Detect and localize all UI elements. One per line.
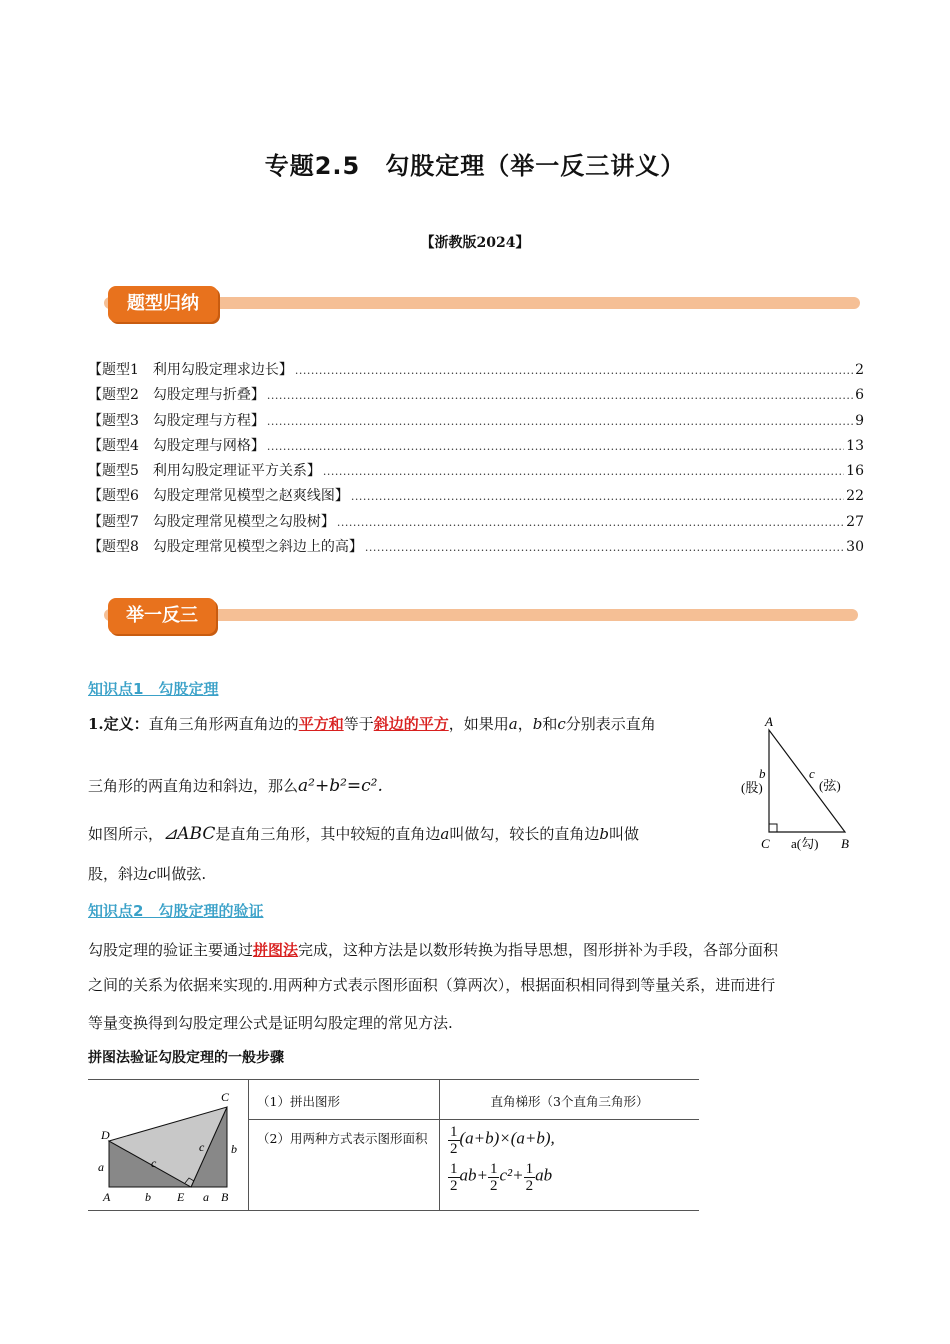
kp1-figure-description-end: 股，斜边c叫做弦. [88,865,207,883]
kp1-figure-description: 如图所示，⊿ABC是直角三角形，其中较短的直角边a叫做勾，较长的直角边b叫做 [88,824,639,844]
vertex-c-label: C [761,836,770,851]
side-b-label: b [759,766,766,781]
kp2-paragraph-line3: 等量变换得到勾股定理公式是证明勾股定理的常见方法. [88,1014,453,1032]
toc-item[interactable]: 【题型5 利用勾股定理证平方关系】 ..... 16 [88,459,864,484]
toc-item[interactable]: 【题型3 勾股定理与方程】 ..... 9 [88,409,864,434]
pythagorean-formula: a²+b²=c². [298,776,383,796]
page-title: 专题2.5 勾股定理（举一反三讲义） [264,152,686,180]
right-triangle-figure [735,710,870,860]
side-gu-label: (股) [741,780,763,795]
fig-side-a2: a [203,1190,209,1204]
fig-e-label: E [177,1190,185,1204]
kp2-paragraph-line2: 之间的关系为依据来实现的.用两种方式表示图形面积（算两次），根据面积相同得到等量关系，进而进行 [88,976,776,994]
toc-item[interactable]: 【题型2 勾股定理与折叠】 ..... 6 [88,383,864,408]
fig-side-b1: b [145,1190,151,1204]
kp1-definition-line1: 1.定义：直角三角形两直角边的平方和等于斜边的平方，如果用a，b和c分别表示直角 [88,715,656,733]
section-banner-examples: 举一反三 [108,598,216,634]
toc-item[interactable]: 【题型1 利用勾股定理求边长】 ..... 2 [88,358,864,383]
vertex-b-label: B [841,836,849,851]
trapezoid-figure-cell [88,1080,249,1211]
kp1-definition-line2: 三角形的两直角边和斜边，那么a²+b²=c². [88,776,383,796]
toc-item[interactable]: 【题型7 勾股定理常见模型之勾股树】 ..... 27 [88,510,864,535]
trapezoid-figure [93,1087,243,1207]
step2-formula-cell: $\frac{1}{2}$ (a+b)×(a+b), $\frac{1}{2}$ ab+ $\frac{1}{2}$ c²+ $\frac{1}{2}$ ab [440,1120,700,1211]
vertex-a-label: A [765,714,773,729]
side-xian-label: (弦) [819,778,841,793]
kp1-heading: 知识点1 勾股定理 [88,680,219,698]
banner-bar [104,609,858,621]
area-formula-1: (a+b)×(a+b), [459,1128,555,1148]
section-banner-types: 题型归纳 [108,286,218,322]
table-of-contents [88,358,864,560]
side-a-gou-label: a(勾) [791,836,819,851]
step2-label-cell: （2）用两种方式表示图形面积 [249,1120,440,1211]
fig-side-c2: c [199,1140,205,1154]
fig-side-a1: a [98,1160,104,1174]
fig-side-c1: c [151,1156,157,1170]
step1-value-cell: 直角梯形（3个直角三角形） [440,1080,700,1120]
edition-label: 【浙教版2024】 [420,235,530,251]
kp2-paragraph-line1: 勾股定理的验证主要通过拼图法完成，这种方法是以数形转换为指导思想，图形拼补为手段，各部分面积 [88,941,779,959]
fig-a-label: A [103,1190,111,1204]
fig-b-label: B [221,1190,229,1204]
toc-item[interactable]: 【题型6 勾股定理常见模型之赵爽线图】 ..... 22 [88,484,864,509]
fig-c-label: C [221,1090,230,1104]
side-c-label: c [809,766,815,781]
steps-title: 拼图法验证勾股定理的一般步骤 [88,1050,284,1066]
fig-side-b2: b [231,1142,237,1156]
steps-table [88,1079,699,1211]
step1-label-cell: （1）拼出图形 [249,1080,440,1120]
kp2-heading: 知识点2 勾股定理的验证 [88,902,264,920]
fig-d-label: D [101,1128,110,1142]
toc-item[interactable]: 【题型4 勾股定理与网格】 ..... 13 [88,434,864,459]
toc-item[interactable]: 【题型8 勾股定理常见模型之斜边上的高】 ..... 30 [88,535,864,560]
